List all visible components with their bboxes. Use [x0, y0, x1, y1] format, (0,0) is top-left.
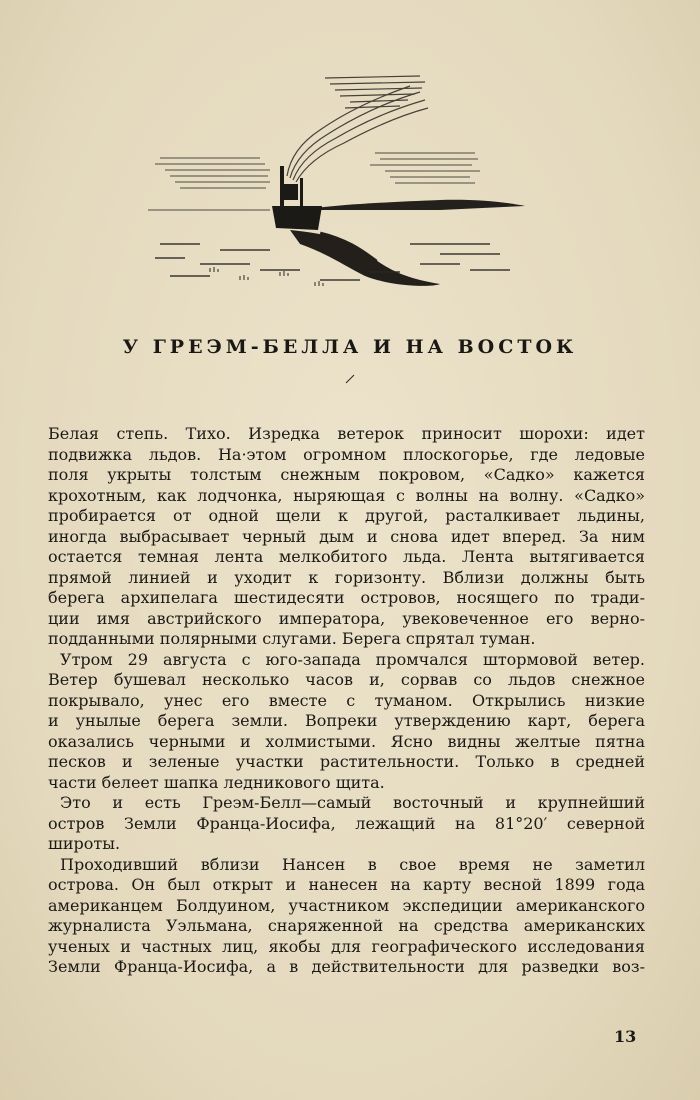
text-line: Проходивший вблизи Нансен в свое время не заметил	[60, 854, 645, 874]
text-line: Это и есть Греэм-Белл—самый восточный и крупнейший	[60, 793, 645, 812]
text-line: подвижка льдов. На·этом огромном плоскогорье, где ледовые	[48, 444, 645, 464]
text-line: крохотным, как лодчонка, ныряющая с волны на волну. «Садко»	[48, 485, 645, 505]
text-line: прямой линией и уходит к горизонту. Вблизи должны быть	[48, 567, 645, 587]
text-line: и унылые берега земли. Вопреки утверждению карт, берега	[48, 711, 645, 730]
text-line: ученых и частных лиц, якобы для географического исследования	[48, 936, 645, 956]
text-line: американцем Болдуином, участником экспедиции американского	[48, 895, 645, 915]
text-line: Земли Франца-Иосифа, а в действительности для разведки воз-	[48, 957, 645, 976]
paragraph	[48, 424, 645, 650]
steamship-in-ice-icon	[140, 58, 530, 298]
paragraph	[48, 855, 645, 978]
text-line: Белая степь. Тихо. Изредка ветерок приносит шорохи: идет	[48, 424, 645, 443]
text-line: части белеет шапка ледникового щита.	[48, 772, 385, 792]
text-line: пробирается от одной щели к другой, расталкивает льдины,	[48, 506, 645, 525]
text-line: песков и зеленые участки растительности. Только в средней	[48, 752, 645, 771]
text-line: Утром 29 августа с юго-запада промчался штормовой ветер.	[60, 649, 645, 669]
text-line: острова. Он был открыт и нанесен на карту весной 1899 года	[48, 875, 645, 894]
chapter-title: У ГРЕЭМ-БЕЛЛА И НА ВОСТОК	[122, 336, 578, 358]
text-line: подданными полярными слугами. Берега спрятал туман.	[48, 629, 536, 648]
text-line: остается темная лента мелкобитого льда. Лента вытягивается	[48, 547, 645, 566]
text-line: широты.	[48, 834, 121, 853]
body-text	[48, 424, 645, 978]
steamship-in-ice-illustration	[140, 58, 530, 298]
ornament-mark	[343, 372, 357, 386]
paragraph	[48, 793, 645, 855]
text-line: оказались черными и холмистыми. Ясно видны желтые пятна	[48, 731, 645, 751]
text-line: иногда выбрасывает черный дым и снова идет вперед. За ним	[48, 526, 645, 546]
text-line: покрывало, унес его вместе с туманом. Открылись низкие	[48, 690, 645, 710]
text-line: журналиста Уэльмана, снаряженной на средства американских	[48, 916, 645, 935]
text-line: остров Земли Франца-Иосифа, лежащий на 81°20′ северной	[48, 813, 645, 833]
text-line: Ветер бушевал несколько часов и, сорвав со льдов снежное	[48, 670, 645, 689]
text-line: берега архипелага шестидесяти островов, носящего по тради-	[48, 588, 645, 607]
text-line: ции имя австрийского императора, увековеченное его верно-	[48, 608, 645, 628]
page-number: 13	[614, 1027, 637, 1046]
paragraph	[48, 650, 645, 794]
text-line: поля укрыты толстым снежным покровом, «Садко» кажется	[48, 465, 645, 484]
